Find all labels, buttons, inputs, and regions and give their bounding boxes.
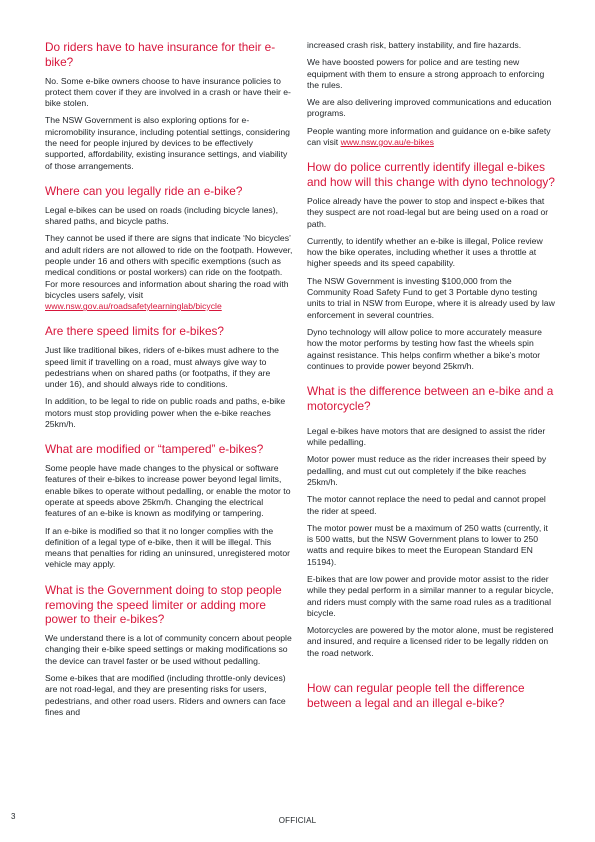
road-safety-link[interactable]: www.nsw.gov.au/roadsafetylearninglab/bicycle [45,301,222,312]
paragraph: We are also delivering improved communications and education programs. [307,97,552,119]
section-heading: Do riders have to have insurance for their e-bike? [45,40,276,69]
paragraph: We understand there is a lot of community concern about people changing their e-bike speed settings or making modifications so the device can travel faster or be used without pedalling. [45,633,292,666]
paragraph: The motor cannot replace the need to pedal and cannot propel the rider at speed. [307,494,546,516]
paragraph: Currently, to identify whether an e-bike is illegal, Police review how the bike operates, including whether it uses a throttle at higher speeds and its speed capability. [307,235,543,269]
paragraph [307,126,555,149]
left-column [45,40,293,724]
page-number: 3 [11,812,16,821]
paragraph: Some people have made changes to the physical or software features of their e-bikes to increase power beyond legal limits, enable bikes to operate without pedalling, or enable the motor to operate at speeds above 25km/h. Changing the electrical features of an e-bike is known as modifying or tampering. [45,463,291,519]
section-heading: What is the Government doing to stop people removing the speed limiter or adding more power to their e-bikes? [45,582,282,627]
paragraph: E-bikes that are low power and provide motor assist to the rider while they pedal perform in a similar manner to a regular bicycle, and riders must comply with the same road rules as a traditional bicycle. [307,573,554,618]
paragraph [45,233,293,312]
section-heading: How can regular people tell the difference between a legal and an illegal e-bike? [307,681,525,710]
paragraph: The NSW Government is also exploring options for e-micromobility insurance, including potential settings, considering the need for people injured by devices to be effectively supported, affordability, existing insurance settings, and viability of those arrangements. [45,115,290,171]
paragraph: The motor power must be a maximum of 250 watts (currently, it is 500 watts, but the NSW Government plans to lower to 250 watts and require bikes to meet the European Standard EN 15194). [307,522,548,567]
paragraph: The NSW Government is investing $100,000 from the Community Road Safety Fund to get 3 Portable dyno testing units to trial in NSW from Europe, where it is already used by law enforcement in several countries. [307,275,555,320]
e-bikes-link[interactable]: www.nsw.gov.au/e-bikes [340,137,434,148]
paragraph: No. Some e-bike owners choose to have insurance policies to protect them cover if they are involved in a crash or have their e-bike stolen. [45,75,291,109]
paragraph: Some e-bikes that are modified (including throttle-only devices) are not road-legal, and they are presenting risks for users, pedestrians, and other road users. Riders and owners can face fines and [45,673,286,717]
paragraph: We have boosted powers for police and are testing new equipment with them to ensure a strong approach to enforcing the rules. [307,57,545,90]
section-heading: What are modified or “tampered” e-bikes? [45,442,264,457]
paragraph: Police already have the power to stop and inspect e-bikes that they suspect are not road-legal but are being used on a road or path. [307,195,549,229]
right-column [307,40,555,717]
paragraph: Just like traditional bikes, riders of e-bikes must adhere to the speed limit if travelling on a road, must always give way to pedestrians when on shared paths (or footpaths, if they are under 16), and should always ride to conditions. [45,345,279,390]
paragraph: increased crash risk, battery instability, and fire hazards. [307,40,522,50]
section-heading: What is the difference between an e-bike and a motorcycle? [307,384,554,413]
paragraph: Motor power must reduce as the rider increases their speed by pedalling, and must cut out completely if the bike reaches 25km/h. [307,454,547,487]
paragraph-text: They cannot be used if there are signs that indicate ‘No bicycles’ and adult riders are not allowed to ride on the footpath. However, people under 16 and others with specific exemptions (such as medical conditions or postal workers) can ride on the footpath. For more resources and information about sharing the road with bicycles users safely, visit [45,233,293,300]
paragraph: In addition, to be legal to ride on public roads and paths, e-bike motors must stop providing power when the e-bike reaches 25km/h. [45,396,286,430]
classification-label: OFFICIAL [278,816,317,825]
paragraph: Motorcycles are powered by the motor alone, must be registered and insured, and require a licensed rider to be legally ridden on the road network. [307,625,554,658]
paragraph: Dyno technology will allow police to more accurately measure how the motor performs by testing how fast the wheels spin against resistance. This helps confirm whether a bike’s motor continues to provide power beyond 25km/h. [307,326,542,371]
section-heading: Where can you legally ride an e-bike? [45,183,243,198]
paragraph-text: People wanting more information and guidance on e-bike safety can visit [307,125,551,148]
section-heading: How do police currently identify illegal e-bikes and how will this change with dyno technology? [307,160,555,190]
paragraph: Legal e-bikes can be used on roads (including bicycle lanes), shared paths, and bicycle paths. [45,204,279,227]
paragraph: Legal e-bikes have motors that are designed to assist the rider while pedalling. [307,425,546,448]
paragraph: If an e-bike is modified so that it no longer complies with the definition of a legal type of e-bike, then it will be illegal. This means that penalties for riding an uninsured, unregistered motor vehicle may apply. [45,525,290,570]
section-heading: Are there speed limits for e-bikes? [45,324,224,339]
